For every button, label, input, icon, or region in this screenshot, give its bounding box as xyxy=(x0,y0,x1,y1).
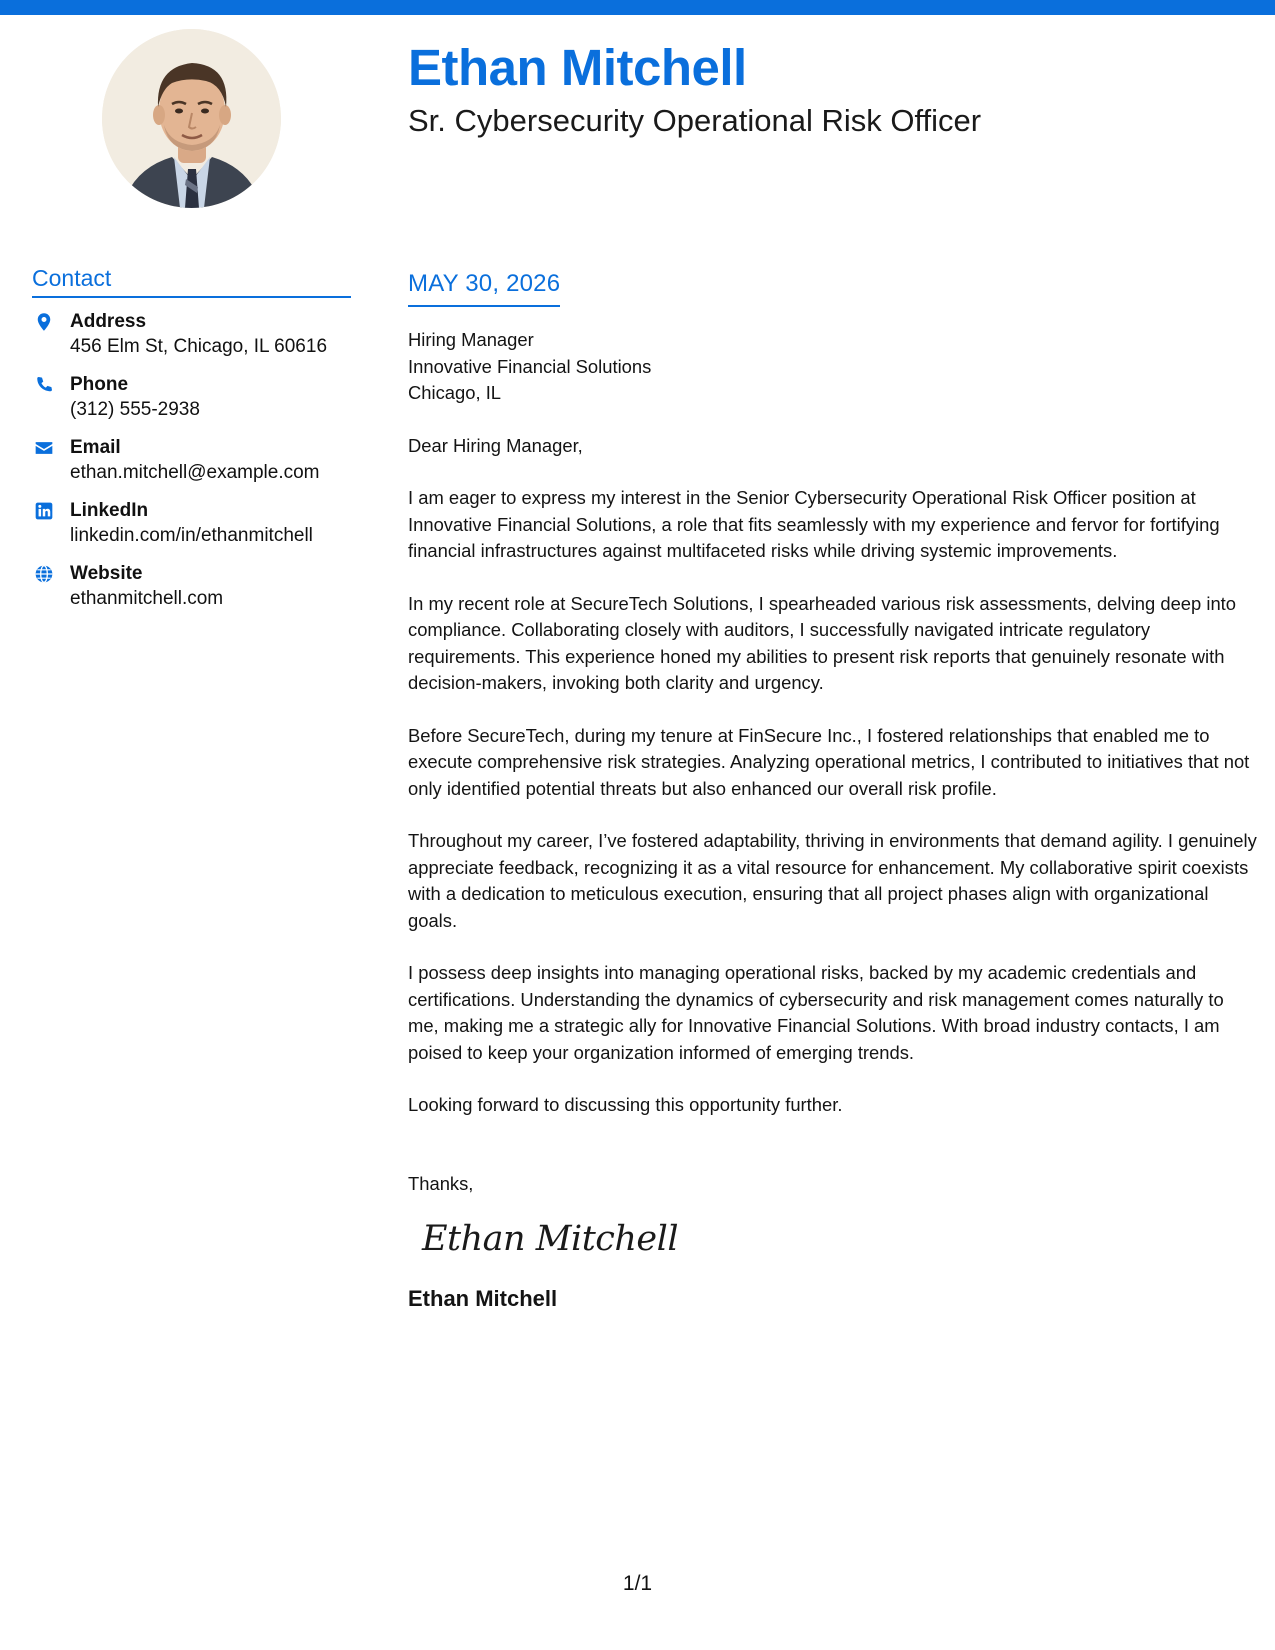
handwritten-signature: Ethan Mitchell xyxy=(422,1219,679,1259)
website-label: Website xyxy=(70,563,143,584)
paragraph: I am eager to express my interest in the Senior Cybersecurity Operational Risk Officer position at Innovative Financial Solutions, a role that fits seamlessly with my experience and fervor for fortifying financial infrastructures against multifaceted risks while driving systemic improvements. xyxy=(408,487,1220,561)
phone-value: (312) 555-2938 xyxy=(70,399,200,420)
letter-body xyxy=(408,269,1258,1313)
email-label: Email xyxy=(70,437,121,458)
address-label: Address xyxy=(70,311,147,332)
paragraph: I possess deep insights into managing operational risks, backed by my academic credentials and certifications. Understanding the dynamics of cybersecurity and risk management comes naturally to me, making me a strategic ally for Innovative Financial Solutions. With broad industry contacts, I am poised to keep your organization informed of emerging trends. xyxy=(408,962,1224,1063)
globe-icon xyxy=(34,564,54,584)
contact-list xyxy=(32,310,362,625)
page-number: 1/1 xyxy=(622,1572,653,1595)
address-value: 456 Elm St, Chicago, IL 60616 xyxy=(70,336,328,357)
recipient-block xyxy=(408,327,1258,407)
candidate-title: Sr. Cybersecurity Operational Risk Officer xyxy=(408,103,982,138)
paragraph: Looking forward to discussing this opportunity further. xyxy=(408,1094,843,1115)
map-pin-icon xyxy=(34,312,54,332)
contact-email xyxy=(32,436,362,499)
phone-icon xyxy=(34,375,54,395)
avatar xyxy=(102,29,281,208)
paragraph: Before SecureTech, during my tenure at FinSecure Inc., I fostered relationships that enabled me to execute comprehensive risk strategies. Analyzing operational metrics, I contributed to initiatives that not only identified potential threats but also enhanced our overall risk profile. xyxy=(408,724,1250,799)
closing: Thanks, xyxy=(408,1172,474,1194)
contact-heading: Contact xyxy=(32,265,351,298)
contact-phone xyxy=(32,373,362,436)
top-accent-bar xyxy=(0,0,1275,15)
linkedin-icon xyxy=(34,501,54,521)
portrait-photo xyxy=(102,29,281,208)
signer-name: Ethan Mitchell xyxy=(408,1286,558,1311)
website-value: ethanmitchell.com xyxy=(70,588,224,609)
linkedin-value: linkedin.com/in/ethanmitchell xyxy=(70,525,313,546)
linkedin-label: LinkedIn xyxy=(70,500,149,521)
paragraph: Throughout my career, I’ve fostered adaptability, thriving in environments that demand agility. I genuinely appreciate feedback, recognizing it as a vital resource for enhancement. My collaborative spirit coexists with a dedication to meticulous execution, ensuring that all project phases align with organizational goals. xyxy=(408,830,1257,931)
contact-address xyxy=(32,310,362,373)
letter-date: MAY 30, 2026 xyxy=(408,269,560,307)
salutation: Dear Hiring Manager, xyxy=(408,434,583,456)
paragraph: In my recent role at SecureTech Solutions, I spearheaded various risk assessments, delving deep into compliance. Collaborating closely with auditors, I successfully navigated intricate regulatory requirements. This experience honed my abilities to present risk reports that genuinely resonate with decision-makers, invoking both clarity and urgency. xyxy=(408,592,1237,693)
recipient-line: Chicago, IL xyxy=(408,382,502,403)
candidate-name: Ethan Mitchell xyxy=(408,39,747,96)
email-value: ethan.mitchell@example.com xyxy=(70,462,320,483)
envelope-icon xyxy=(34,438,54,458)
contact-linkedin xyxy=(32,499,362,562)
recipient-line: Innovative Financial Solutions xyxy=(408,355,652,377)
contact-website xyxy=(32,562,362,625)
phone-label: Phone xyxy=(70,374,129,395)
recipient-line: Hiring Manager xyxy=(408,329,534,350)
